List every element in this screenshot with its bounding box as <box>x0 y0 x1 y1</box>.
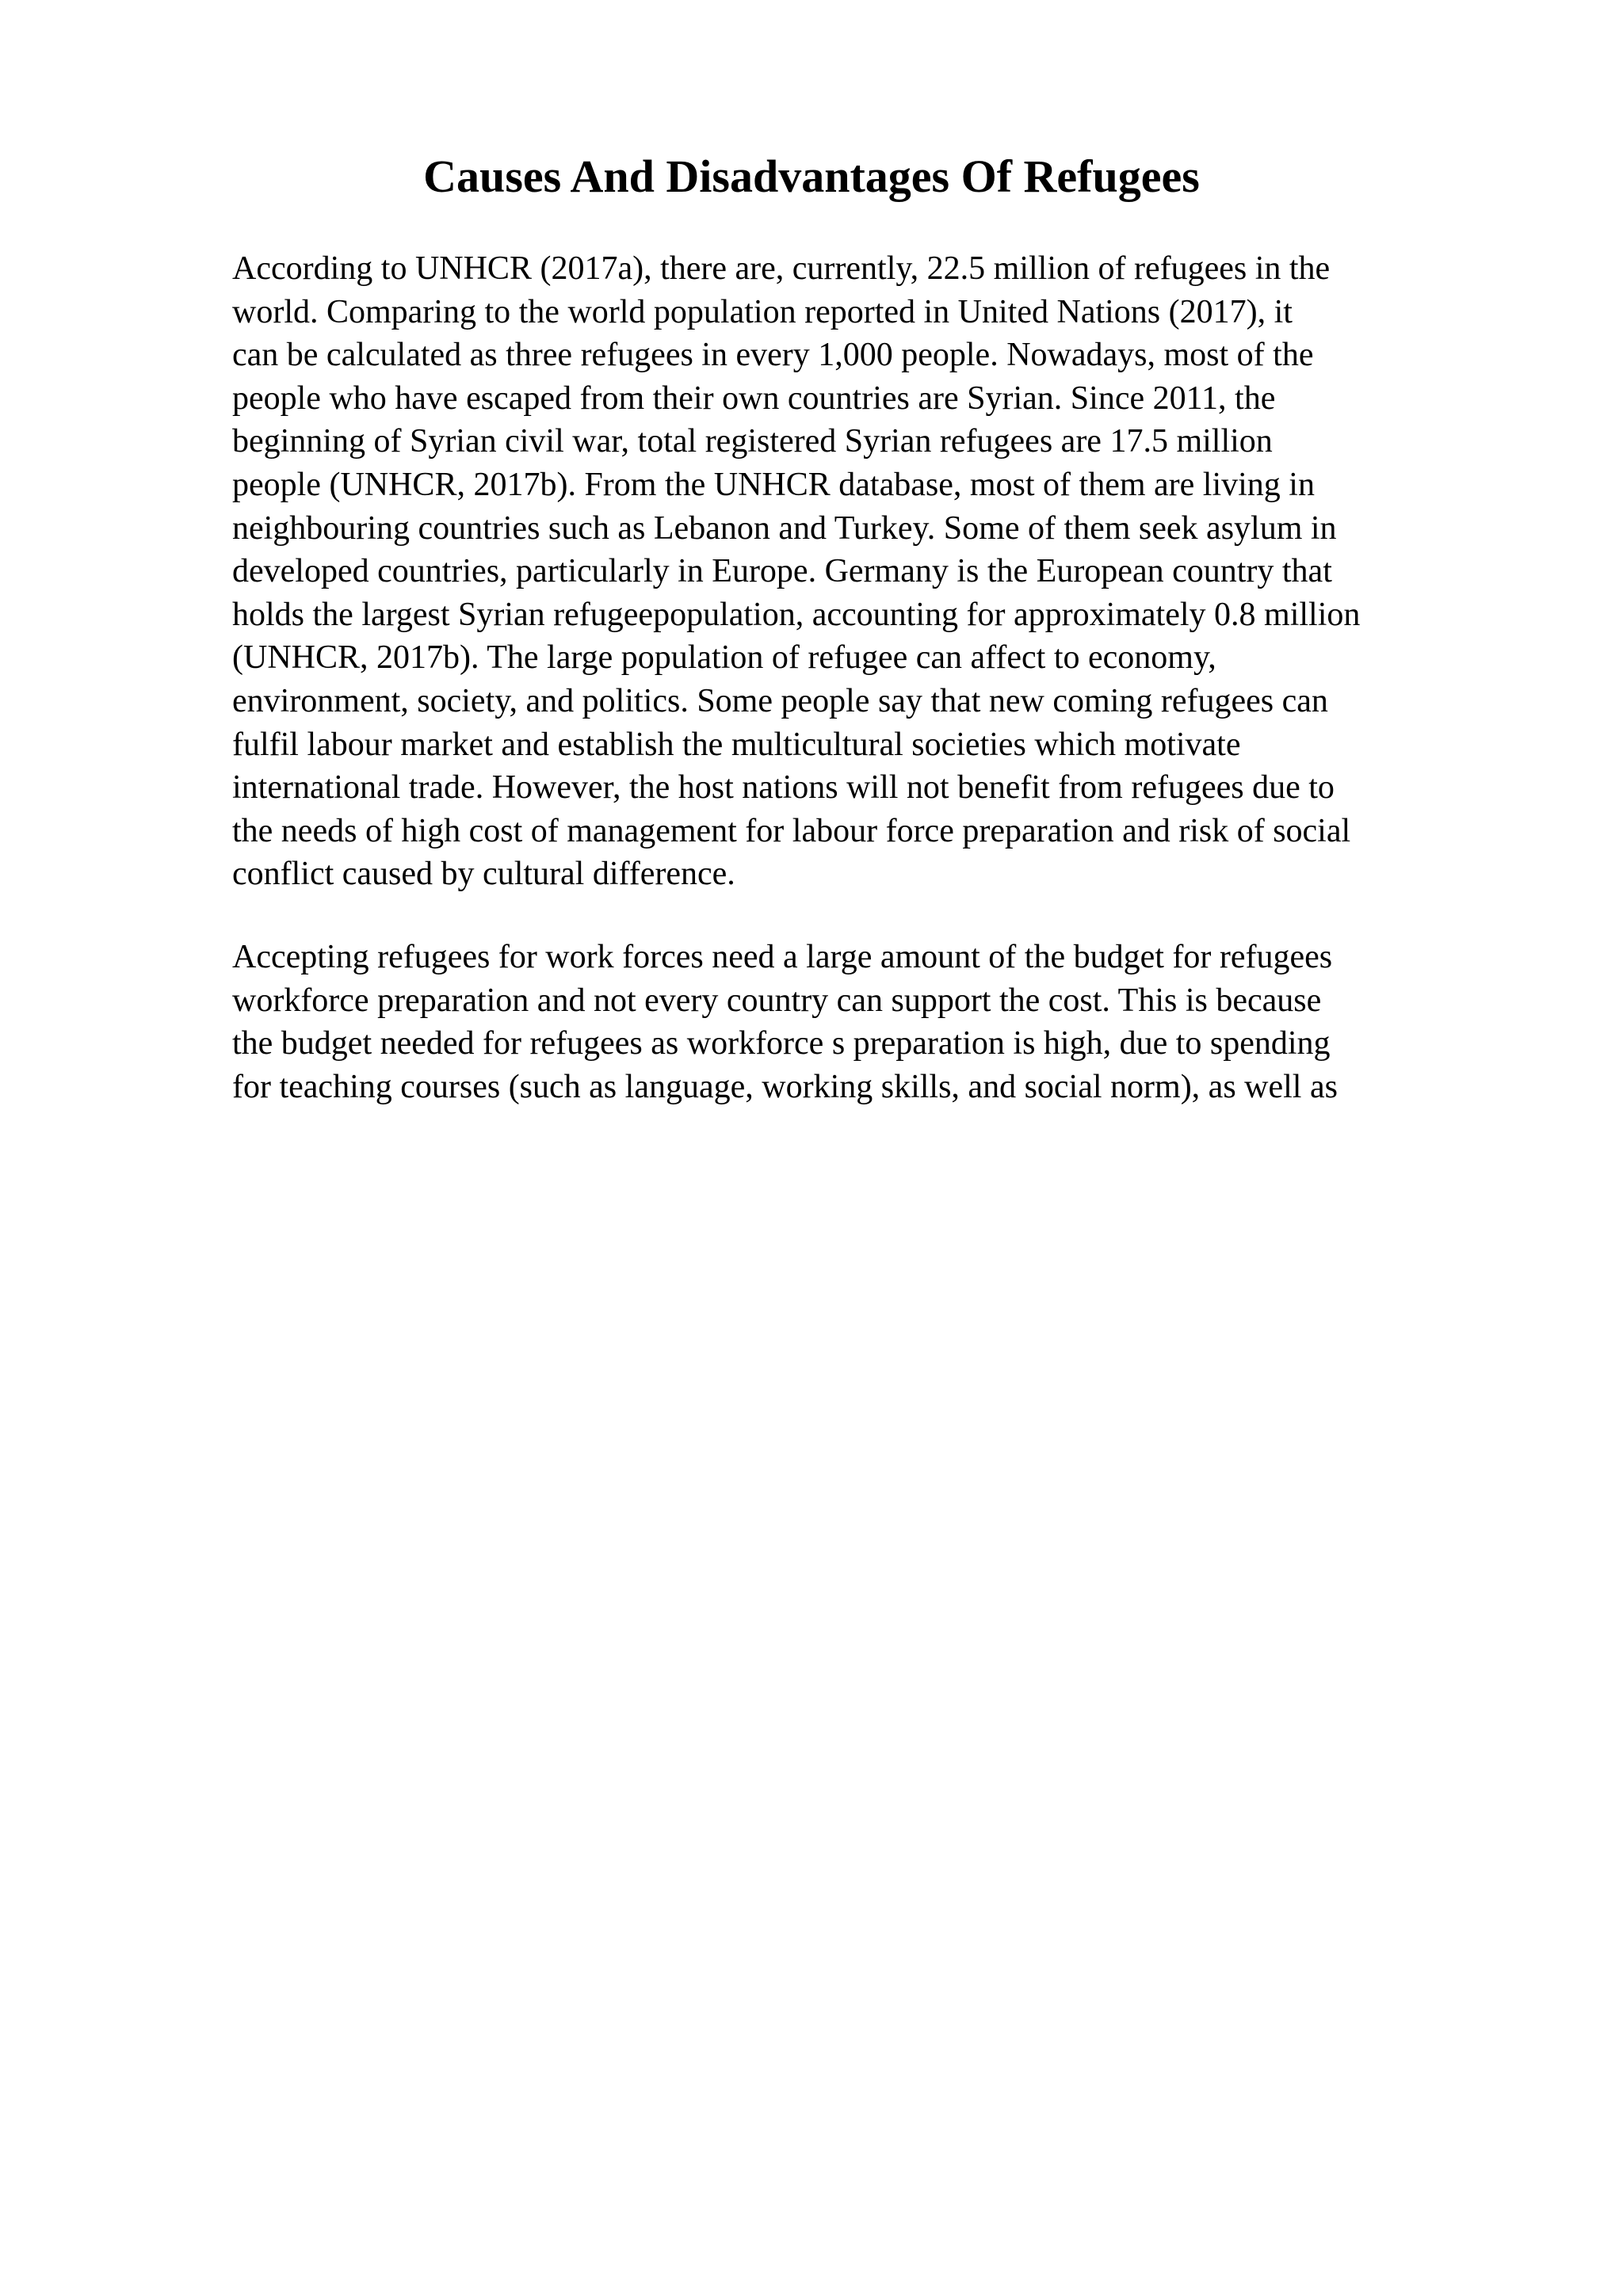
paragraph-line: According to UNHCR (2017a), there are, currently, 22.5 million of refugees in the <box>232 250 1331 287</box>
paragraph-line: (UNHCR, 2017b). The large population of refugee can affect to economy, <box>232 639 1216 677</box>
paragraph-line: developed countries, particularly in Europe. Germany is the European country that <box>232 553 1332 590</box>
paragraph-line: workforce preparation and not every country can support the cost. This is because <box>232 982 1322 1019</box>
paragraph-line: the needs of high cost of management for labour force preparation and risk of social <box>232 812 1351 849</box>
paragraph-1 <box>232 247 1500 896</box>
paragraph-line: can be calculated as three refugees in every 1,000 people. Nowadays, most of the <box>232 337 1314 374</box>
paragraph-2 <box>232 936 1500 1108</box>
paragraph-line: people who have escaped from their own countries are Syrian. Since 2011, the <box>232 379 1276 417</box>
paragraph-line: conflict caused by cultural difference. <box>232 856 735 893</box>
paragraph-line: for teaching courses (such as language, working skills, and social norm), as well as <box>232 1068 1338 1105</box>
document-title: Causes And Disadvantages Of Refugees <box>423 151 1200 202</box>
paragraph-line: people (UNHCR, 2017b). From the UNHCR database, most of them are living in <box>232 466 1315 503</box>
paragraph-line: Accepting refugees for work forces need a large amount of the budget for refugees <box>232 939 1333 975</box>
paragraph-line: the budget needed for refugees as workforce s preparation is high, due to spending <box>232 1025 1331 1062</box>
paragraph-line: holds the largest Syrian refugeepopulation, accounting for approximately 0.8 million <box>232 596 1361 633</box>
paragraph-line: international trade. However, the host nations will not benefit from refugees due to <box>232 769 1335 807</box>
paragraph-line: beginning of Syrian civil war, total registered Syrian refugees are 17.5 million <box>232 423 1273 460</box>
paragraph-line: neighbouring countries such as Lebanon and Turkey. Some of them seek asylum in <box>232 509 1337 547</box>
paragraph-line: world. Comparing to the world population reported in United Nations (2017), it <box>232 293 1293 330</box>
paragraph-line: fulfil labour market and establish the multicultural societies which motivate <box>232 726 1241 763</box>
paragraph-line: environment, society, and politics. Some people say that new coming refugees can <box>232 682 1328 719</box>
